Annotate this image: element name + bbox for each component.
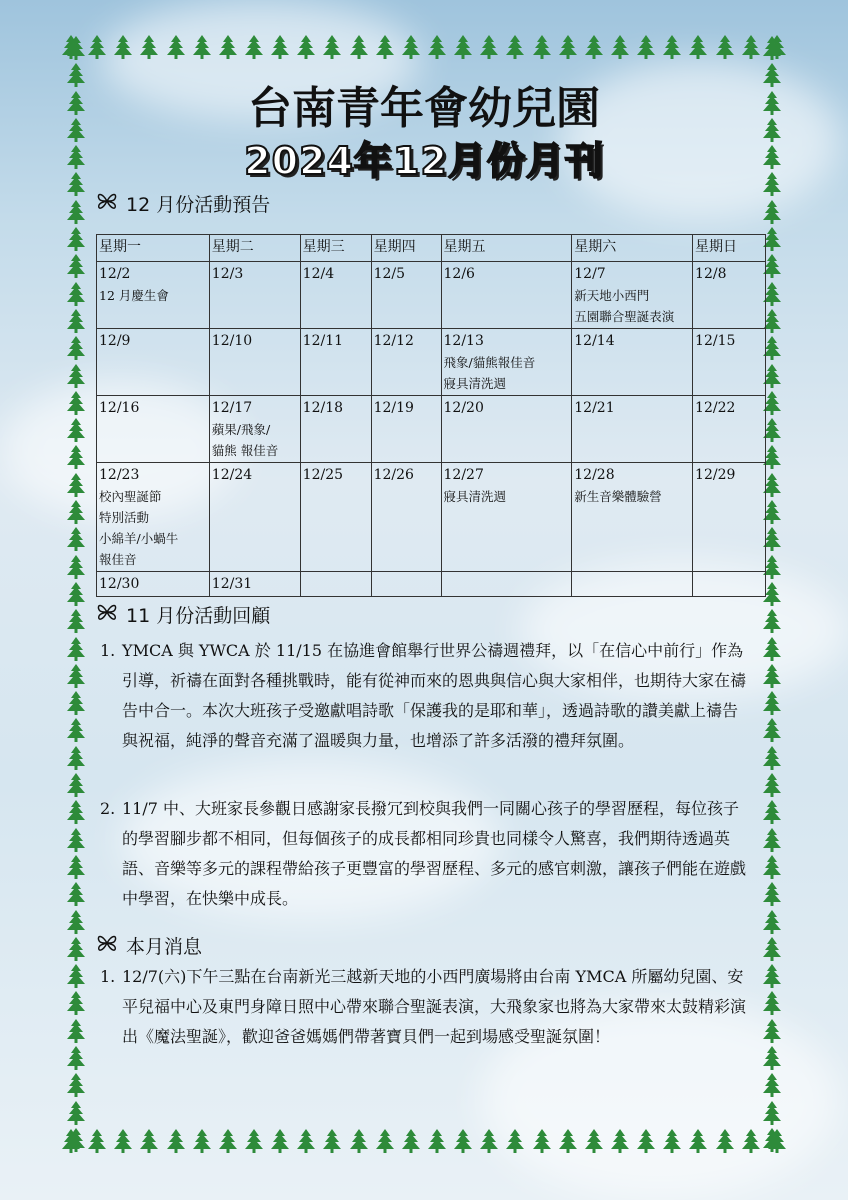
tree-icon <box>761 991 783 1017</box>
tree-icon <box>761 691 783 717</box>
calendar-day-cell <box>693 572 766 597</box>
calendar-event: 蘋果/飛象/ <box>211 422 271 437</box>
tree-icon <box>557 35 579 61</box>
calendar-day-cell <box>300 572 371 597</box>
tree-icon <box>191 35 213 61</box>
tree-icon <box>478 1129 500 1155</box>
calendar-date: 12/9 <box>99 333 131 349</box>
calendar-event: 12 月慶生會 <box>99 288 169 303</box>
tree-icon <box>761 882 783 908</box>
tree-icon <box>761 746 783 772</box>
calendar-day-cell <box>572 572 693 597</box>
tree-icon <box>65 691 87 717</box>
calendar-date: 12/20 <box>443 400 484 416</box>
calendar-header-cell: 星期六 <box>572 235 693 262</box>
calendar-day-cell <box>97 262 210 329</box>
calendar-day-cell <box>209 572 300 597</box>
tree-icon <box>761 1073 783 1099</box>
tree-icon <box>557 1129 579 1155</box>
calendar-day-cell <box>371 396 441 463</box>
tree-icon <box>761 773 783 799</box>
calendar-date: 12/2 <box>99 266 131 282</box>
calendar-event: 五園聯合聖誕表演 <box>574 309 675 324</box>
tree-icon <box>65 964 87 990</box>
calendar-day-cell <box>441 262 572 329</box>
tree-icon <box>761 718 783 744</box>
tree-icon <box>761 964 783 990</box>
calendar-date: 12/24 <box>211 467 253 483</box>
calendar-day-cell <box>693 329 766 396</box>
tree-icon <box>374 1129 396 1155</box>
tree-icon <box>321 35 343 61</box>
tree-icon <box>583 1129 605 1155</box>
tree-icon <box>65 773 87 799</box>
tree-icon <box>217 1129 239 1155</box>
tree-icon <box>65 309 87 335</box>
tree-icon <box>761 637 783 663</box>
tree-icon <box>714 35 736 61</box>
tree-icon <box>761 36 783 62</box>
calendar-event: 寢具清洗週 <box>443 489 507 504</box>
tree-icon <box>295 35 317 61</box>
tree-icon <box>65 473 87 499</box>
calendar-day-cell <box>371 463 441 572</box>
calendar-event: 新天地小西門 <box>574 288 650 303</box>
tree-icon <box>531 1129 553 1155</box>
calendar-day-cell <box>209 329 300 396</box>
calendar-day-cell <box>441 396 572 463</box>
tree-icon <box>761 937 783 963</box>
calendar-date: 12/22 <box>695 400 736 416</box>
calendar-date: 12/15 <box>695 333 736 349</box>
tree-icon <box>138 1129 160 1155</box>
tree-icon <box>761 1019 783 1045</box>
calendar-week-row <box>97 262 766 329</box>
tree-icon <box>504 1129 526 1155</box>
tree-icon <box>86 35 108 61</box>
calendar-date: 12/4 <box>302 266 335 282</box>
tree-icon <box>65 336 87 362</box>
tree-icon <box>761 200 783 226</box>
tree-icon <box>761 1046 783 1072</box>
tree-icon <box>65 1128 87 1154</box>
tree-icon <box>761 910 783 936</box>
calendar-day-cell <box>209 396 300 463</box>
calendar-day-cell <box>97 463 210 572</box>
tree-icon <box>65 746 87 772</box>
tree-icon <box>269 1129 291 1155</box>
calendar-week-row <box>97 329 766 396</box>
tree-icon <box>761 609 783 635</box>
calendar-day-cell <box>209 463 300 572</box>
tree-icon <box>400 1129 422 1155</box>
tree-icon <box>191 1129 213 1155</box>
calendar-date: 12/27 <box>443 467 484 483</box>
calendar-date: 12/5 <box>373 266 406 282</box>
tree-icon <box>426 35 448 61</box>
tree-icon <box>452 35 474 61</box>
calendar-header-cell: 星期日 <box>693 235 766 262</box>
calendar-header-cell: 星期五 <box>441 235 572 262</box>
calendar-date: 12/25 <box>302 467 344 483</box>
butterfly-icon <box>96 191 118 216</box>
tree-icon <box>321 1129 343 1155</box>
section-preview-heading: 12 月份活動預告 <box>96 190 270 217</box>
calendar-event: 特別活動 <box>99 510 150 525</box>
tree-icon <box>65 855 87 881</box>
calendar-date: 12/11 <box>302 333 344 349</box>
tree-icon <box>635 35 657 61</box>
butterfly-icon <box>96 933 118 958</box>
tree-icon <box>65 718 87 744</box>
tree-icon <box>65 527 87 553</box>
tree-icon <box>65 910 87 936</box>
calendar-day-cell <box>441 329 572 396</box>
calendar-date: 12/28 <box>574 467 615 483</box>
news-item-1: 1. 12/7(六)下午三點在台南新光三越新天地的小西門廣場將由台南 YMCA 所屬幼兒園、安平兒福中心及東門身障日照中心帶來聯合聖誕表演，大飛象家也將為大家帶來太鼓精彩演出《魔法聖誕》，歡迎爸爸媽媽們帶著寶貝們一起到場感受聖誕氛圍！ <box>100 967 747 1046</box>
calendar-date: 12/7 <box>574 266 606 282</box>
tree-icon <box>65 828 87 854</box>
section-news-heading: 本月消息 <box>96 932 202 959</box>
calendar-day-cell <box>572 262 693 329</box>
tree-icon <box>243 35 265 61</box>
calendar-event: 寢具清洗週 <box>443 376 507 391</box>
tree-icon <box>65 609 87 635</box>
calendar-header-cell: 星期三 <box>300 235 371 262</box>
calendar-event: 貓熊 報佳音 <box>211 443 279 458</box>
review-item-1: 1. YMCA 與 YWCA 於 11/15 在協進會館舉行世界公禱週禮拜，以「在信心中前行」作為引導，祈禱在面對各種挑戰時，能有從神而來的恩典與信心與大家相伴，也期待大家在禱告中合一。本次大班孩子受邀獻唱詩歌「保護我的是耶和華」，透過詩歌的讚美獻上禱告與祝福，純淨的聲音充滿了溫暖與力量，也增添了許多活潑的禮拜氛圍。 <box>100 641 747 750</box>
calendar-event: 報佳音 <box>99 552 137 567</box>
tree-icon <box>65 1019 87 1045</box>
tree-icon <box>65 800 87 826</box>
page-title: 台南青年會幼兒園 <box>248 83 600 134</box>
calendar-day-cell <box>371 329 441 396</box>
calendar-date: 12/26 <box>373 467 414 483</box>
tree-icon <box>269 35 291 61</box>
calendar-day-cell <box>441 463 572 572</box>
calendar-day-cell <box>371 572 441 597</box>
calendar-event: 小綿羊/小蝸牛 <box>99 531 179 546</box>
calendar-date: 12/8 <box>695 266 727 282</box>
calendar-day-cell <box>97 396 210 463</box>
tree-icon <box>687 35 709 61</box>
tree-icon <box>65 664 87 690</box>
calendar-day-cell <box>693 463 766 572</box>
calendar-date: 12/10 <box>211 333 253 349</box>
tree-icon <box>761 1128 783 1154</box>
tree-border-top <box>60 36 788 60</box>
tree-icon <box>165 35 187 61</box>
tree-icon <box>65 555 87 581</box>
tree-icon <box>65 282 87 308</box>
tree-icon <box>65 254 87 280</box>
tree-icon <box>243 1129 265 1155</box>
tree-icon <box>761 664 783 690</box>
calendar-day-cell <box>300 396 371 463</box>
tree-icon <box>65 882 87 908</box>
calendar-header-cell: 星期四 <box>371 235 441 262</box>
tree-icon <box>531 35 553 61</box>
review-item-2: 2. 11/7 中、大班家長參觀日感謝家長撥冗到校與我們一同關心孩子的學習歷程，每位孩子的學習腳步都不相同，但每個孩子的成長都相同珍貴也同樣令人驚喜，我們期待透過英語、音樂等多元的課程帶給孩子更豐富的學習歷程、多元的感官刺激，讓孩子們能在遊戲中學習，在快樂中成長。 <box>100 799 747 908</box>
calendar-date: 12/17 <box>211 400 253 416</box>
calendar-week-row <box>97 463 766 572</box>
tree-icon <box>374 35 396 61</box>
activity-calendar <box>96 234 766 597</box>
tree-icon <box>86 1129 108 1155</box>
calendar-day-cell <box>441 572 572 597</box>
tree-icon <box>348 1129 370 1155</box>
tree-icon <box>740 1129 762 1155</box>
calendar-date: 12/18 <box>302 400 344 416</box>
calendar-header-cell: 星期一 <box>97 235 210 262</box>
calendar-day-cell <box>300 329 371 396</box>
calendar-header-cell: 星期二 <box>209 235 300 262</box>
section-review-heading: 11 月份活動回顧 <box>96 601 270 628</box>
calendar-day-cell <box>209 262 300 329</box>
tree-icon <box>348 35 370 61</box>
tree-icon <box>687 1129 709 1155</box>
calendar-event: 飛象/貓熊報佳音 <box>443 355 536 370</box>
tree-icon <box>65 364 87 390</box>
calendar-week-row <box>97 396 766 463</box>
calendar-day-cell <box>300 262 371 329</box>
tree-icon <box>635 1129 657 1155</box>
calendar-date: 12/12 <box>373 333 414 349</box>
calendar-date: 12/23 <box>99 467 140 483</box>
tree-icon <box>478 35 500 61</box>
calendar-day-cell <box>97 572 210 597</box>
tree-icon <box>65 937 87 963</box>
tree-icon <box>295 1129 317 1155</box>
calendar-date: 12/3 <box>211 266 244 282</box>
tree-icon <box>609 1129 631 1155</box>
calendar-day-cell <box>572 463 693 572</box>
tree-icon <box>65 227 87 253</box>
calendar-date: 12/6 <box>443 266 475 282</box>
tree-icon <box>65 1101 87 1127</box>
calendar-day-cell <box>97 329 210 396</box>
calendar-date: 12/21 <box>574 400 615 416</box>
calendar-date: 12/13 <box>443 333 484 349</box>
tree-icon <box>65 500 87 526</box>
tree-icon <box>661 1129 683 1155</box>
tree-icon <box>112 1129 134 1155</box>
calendar-event: 校內聖誕節 <box>99 489 162 504</box>
calendar-week-row <box>97 572 766 597</box>
calendar-date: 12/16 <box>99 400 140 416</box>
tree-icon <box>65 36 87 62</box>
tree-icon <box>65 418 87 444</box>
tree-icon <box>65 445 87 471</box>
calendar-date: 12/31 <box>211 576 253 592</box>
tree-icon <box>426 1129 448 1155</box>
tree-icon <box>65 582 87 608</box>
tree-icon <box>65 637 87 663</box>
tree-icon <box>165 1129 187 1155</box>
tree-icon <box>661 35 683 61</box>
calendar-date: 12/19 <box>373 400 414 416</box>
tree-border-bottom <box>60 1130 788 1154</box>
tree-icon <box>65 1046 87 1072</box>
tree-icon <box>504 35 526 61</box>
tree-icon <box>112 35 134 61</box>
calendar-day-cell <box>371 262 441 329</box>
calendar-event: 新生音樂體驗營 <box>574 489 662 504</box>
tree-icon <box>761 855 783 881</box>
tree-icon <box>400 35 422 61</box>
calendar-day-cell <box>572 396 693 463</box>
tree-icon <box>761 828 783 854</box>
calendar-date: 12/29 <box>695 467 736 483</box>
tree-icon <box>583 35 605 61</box>
tree-icon <box>761 1101 783 1127</box>
page-subtitle: 2024年12月份月刊 <box>244 139 604 183</box>
calendar-day-cell <box>693 262 766 329</box>
tree-icon <box>138 35 160 61</box>
tree-icon <box>217 35 239 61</box>
tree-border-left <box>64 36 88 1154</box>
tree-icon <box>65 200 87 226</box>
tree-icon <box>740 35 762 61</box>
calendar-day-cell <box>693 396 766 463</box>
calendar-date: 12/30 <box>99 576 140 592</box>
calendar-date: 12/14 <box>574 333 615 349</box>
tree-icon <box>65 1073 87 1099</box>
butterfly-icon <box>96 602 118 627</box>
tree-icon <box>65 991 87 1017</box>
tree-icon <box>609 35 631 61</box>
tree-icon <box>761 800 783 826</box>
tree-icon <box>714 1129 736 1155</box>
calendar-day-cell <box>572 329 693 396</box>
tree-icon <box>452 1129 474 1155</box>
tree-icon <box>65 391 87 417</box>
calendar-day-cell <box>300 463 371 572</box>
